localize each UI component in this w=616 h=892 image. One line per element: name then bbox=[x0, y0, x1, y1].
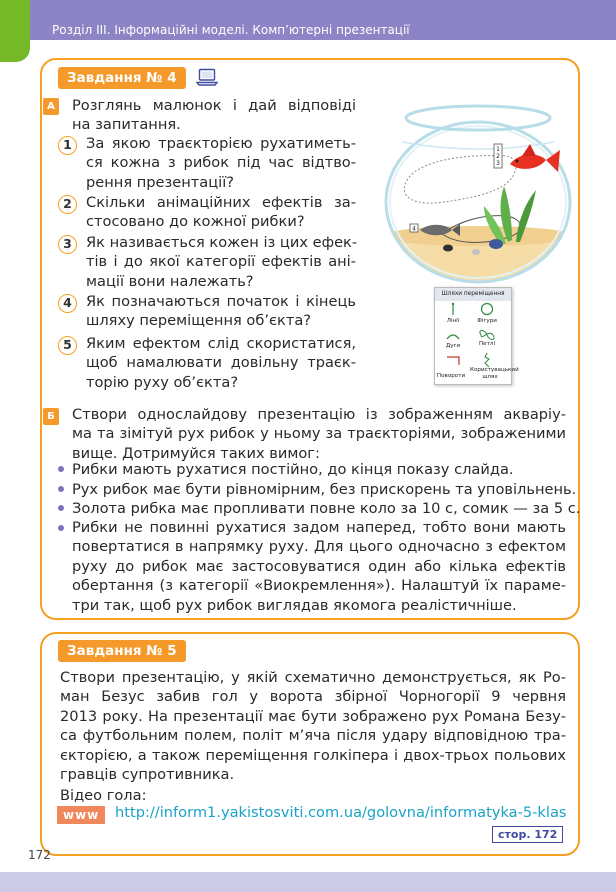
task4-label: Завдання № 4 bbox=[58, 67, 186, 89]
video-link[interactable]: http://inform1.yakistosviti.com.ua/golovna/informatyka-5-klas bbox=[115, 804, 567, 821]
panel-item-arcs: Дуги bbox=[445, 343, 461, 349]
motion-paths-panel bbox=[434, 287, 519, 385]
laptop-icon bbox=[196, 67, 218, 87]
bullet-marker bbox=[58, 486, 64, 492]
requirement-1: Рибки мають рухатися постійно, до кінця показу слайда. bbox=[72, 461, 514, 478]
bullet-marker bbox=[58, 466, 64, 472]
page-number: 172 bbox=[28, 848, 51, 862]
panel-item-loops: Петлі bbox=[478, 341, 496, 347]
question-number-3: 3 bbox=[58, 235, 77, 254]
part-a-intro: Розглянь малюнок і дай відповіді на запитання. bbox=[72, 97, 356, 134]
bottom-band bbox=[0, 872, 616, 892]
part-b-intro: Створи однослайдову презентацію із зображенням акваріу- ма та зімітуй рух рибок у ньому за траєкторіями, зображеними вище. Дотримуйся таких вимог: bbox=[72, 406, 566, 462]
requirement-3: Золота рибка має пропливати повне коло за 10 с, сомик — за 5 с. bbox=[72, 500, 581, 517]
task5-text: Створи презентацію, у якій схематично демонструється, як Ро- ман Безус забив гол у ворота збірної Чорногорії 9 червня 2013 року. На презентації має бути зображено рух Романа Безу- са футбольним полем, політ м’яча після удару відповідною тра- єкторією, а також переміщення голкіпера і двох-трьох польових гравців супротивника. bbox=[60, 669, 566, 784]
panel-item-shapes: Фігури bbox=[477, 318, 497, 324]
part-b-marker: Б bbox=[43, 408, 59, 425]
video-label: Відео гола: bbox=[60, 787, 147, 804]
part-a-marker: А bbox=[43, 98, 59, 115]
panel-item-turns: Повороти bbox=[436, 373, 466, 379]
question-number-2: 2 bbox=[58, 195, 77, 214]
header-green-tab bbox=[0, 0, 30, 62]
task5-label: Завдання № 5 bbox=[58, 640, 186, 662]
www-badge: www bbox=[57, 806, 105, 824]
question-4: Як позначаються початок і кінець шляху переміщення об’єкта? bbox=[86, 293, 356, 330]
panel-item-custom-path: Користувацький шлях bbox=[470, 367, 519, 380]
catfish-number: 4 bbox=[412, 225, 416, 233]
requirement-4: Рибки не повинні рухатися задом наперед, тобто вони мають повертатися в напрямку руху. Для цього одночасно з ефектом руху до рибок має застосовуватися один або кілька ефектів обертання (з категорії «Виокремлення»). Налаштуй їх параме- три так, щоб рух рибок виглядав якомога реалістичніше. bbox=[72, 519, 566, 614]
question-number-5: 5 bbox=[58, 336, 77, 355]
question-number-1: 1 bbox=[58, 136, 77, 155]
question-1: За якою траєкторією рухатиметь- ся кожна з рибок під час відтво- рення презентації? bbox=[86, 135, 356, 191]
aquarium-illustration bbox=[380, 94, 576, 286]
chapter-title: Розділ ІІІ. Інформаційні моделі. Комп’ютерні презентації bbox=[52, 23, 410, 37]
path-number-2: 2 bbox=[496, 153, 500, 160]
path-number-1: 1 bbox=[496, 146, 500, 153]
requirement-2: Рух рибок має бути рівномірним, без прискорень та уповільнень. bbox=[72, 481, 577, 498]
question-2: Скільки анімаційних ефектів за- стосовано до кожної рибки? bbox=[86, 194, 356, 231]
bullet-marker bbox=[58, 525, 64, 531]
question-5: Яким ефектом слід скористатися, щоб намалювати довільну траєк- торію руху об’єкта? bbox=[86, 335, 356, 391]
question-number-4: 4 bbox=[58, 294, 77, 313]
question-3: Як називається кожен із цих ефек- тів і до якої категорії ефектів ані- мації вони належать? bbox=[86, 234, 358, 290]
page-reference[interactable]: стор. 172 bbox=[492, 826, 563, 843]
panel-title: Шляхи переміщення bbox=[435, 288, 511, 301]
panel-item-lines: Лінії bbox=[446, 318, 460, 324]
bullet-marker bbox=[58, 505, 64, 511]
path-number-3: 3 bbox=[496, 160, 500, 167]
